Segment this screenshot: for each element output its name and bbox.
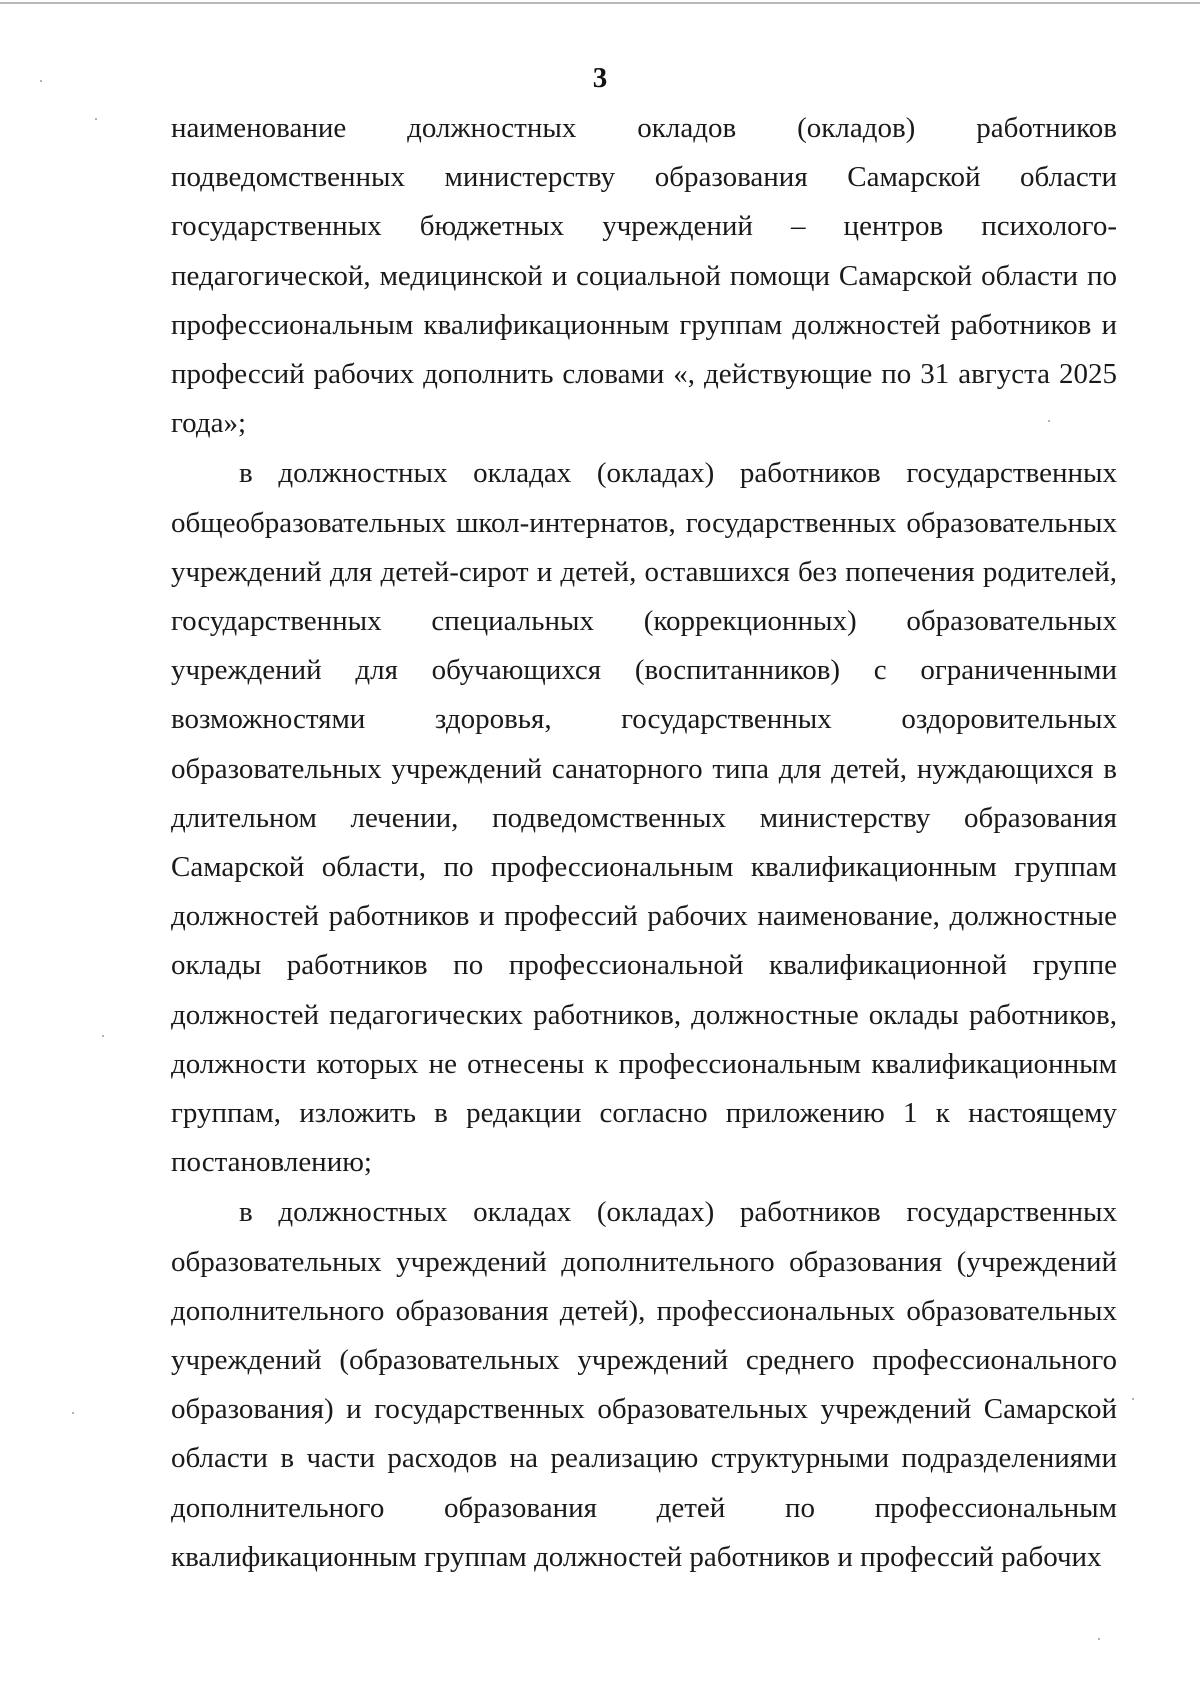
paragraph-2: в должностных окладах (окладах) работников государственных общеобразовательных школ-интернатов, государственных образовательных учреждений для детей-сирот и детей, оставшихся без попечения родителей, государственных специальных (коррекционных) образовательных учреждений для обучающихся (воспитанников) с ограниченными возможностями здоровья, государственных оздоровительных образовательных учреждений санаторного типа для детей, нуждающихся в длительном лечении, подведомственных министерству образования Самарской области, по профессиональным квалификационным группам должностей работников и профессий рабочих наименование, должностные оклады работников по профессиональной квалификационной группе должностей педагогических работников, должностные оклады работников, должности которых не отнесены к профессиональным квалификационным группам, изложить в редакции согласно приложению 1 к настоящему постановлению; [171,457,1117,1179]
scan-speck [95,118,97,120]
scan-top-edge [0,2,1200,4]
paragraph-3: в должностных окладах (окладах) работников государственных образовательных учреждений дополнительного образования (учреждений дополнительного образования детей), профессиональных образовательных учреждений (образовательных учреждений среднего профессионального образования) и государственных образовательных учреждений Самарской области в части расходов на реализацию структурными подразделениями дополнительного образования детей по профессиональным квалификационным группам должностей работников и профессий рабочих [171,1196,1117,1573]
scan-speck [102,1035,104,1037]
page-number: 3 [592,62,608,94]
scan-speck [40,80,42,82]
scan-speck [1048,420,1050,422]
scan-speck [1098,1638,1100,1640]
scan-speck [72,1412,74,1414]
document-body [171,104,1117,1583]
scan-speck [1132,1398,1134,1400]
paragraph-1: наименование должностных окладов (окладов) работников подведомственных министерству образования Самарской области государственных бюджетных учреждений – центров психолого-педагогической, медицинской и социальной помощи Самарской области по профессиональным квалификационным группам должностей работников и профессий рабочих дополнить словами «, действующие по 31 августа 2025 года»; [171,112,1117,440]
